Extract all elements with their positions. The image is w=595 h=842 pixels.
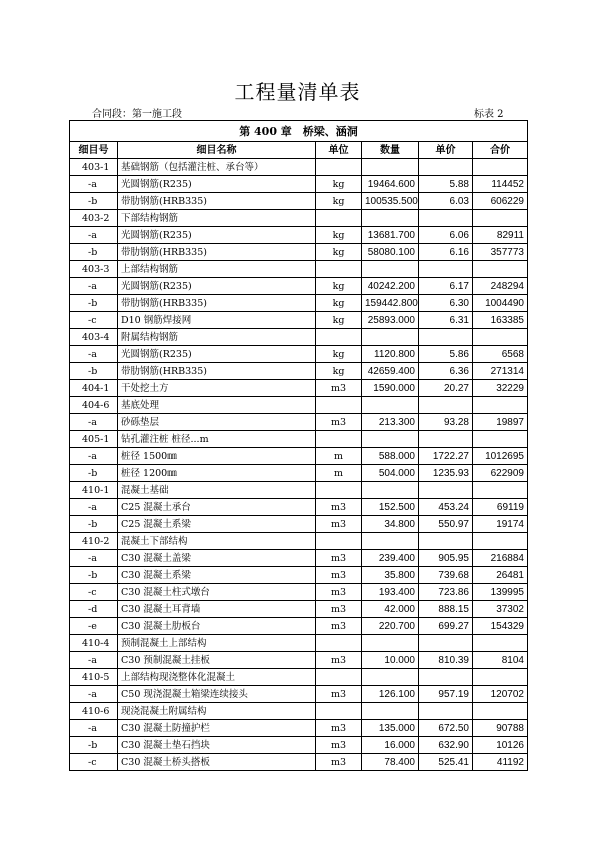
item-unit-price <box>419 397 473 414</box>
item-total-price <box>473 533 528 550</box>
header-total-price: 合价 <box>473 142 528 159</box>
table-row <box>70 431 528 448</box>
item-name: 光圆钢筋(R235) <box>118 227 316 244</box>
table-row <box>70 703 528 720</box>
item-quantity: 10.000 <box>362 652 419 669</box>
item-unit-price <box>419 431 473 448</box>
item-quantity <box>362 533 419 550</box>
table-row <box>70 686 528 703</box>
item-code: 410-2 <box>70 533 118 550</box>
item-code: -a <box>70 686 118 703</box>
item-total-price: 19174 <box>473 516 528 533</box>
item-total-price: 8104 <box>473 652 528 669</box>
item-name: C30 混凝土垫石挡块 <box>118 737 316 754</box>
item-unit: m3 <box>316 499 362 516</box>
item-total-price: 216884 <box>473 550 528 567</box>
item-quantity: 588.000 <box>362 448 419 465</box>
header-unit: 单位 <box>316 142 362 159</box>
table-row <box>70 346 528 363</box>
item-unit: m3 <box>316 652 362 669</box>
item-quantity <box>362 635 419 652</box>
item-unit-price: 550.97 <box>419 516 473 533</box>
item-name: 混凝土下部结构 <box>118 533 316 550</box>
item-name: 钻孔灌注桩 桩径...m <box>118 431 316 448</box>
item-name: C25 混凝土系梁 <box>118 516 316 533</box>
item-code: -a <box>70 550 118 567</box>
item-name: 光圆钢筋(R235) <box>118 346 316 363</box>
item-quantity <box>362 397 419 414</box>
item-name: 上部结构钢筋 <box>118 261 316 278</box>
item-unit <box>316 159 362 176</box>
item-quantity: 1120.800 <box>362 346 419 363</box>
item-quantity: 152.500 <box>362 499 419 516</box>
item-code: 404-6 <box>70 397 118 414</box>
table-row <box>70 499 528 516</box>
item-unit: m3 <box>316 584 362 601</box>
table-row <box>70 312 528 329</box>
item-unit: kg <box>316 176 362 193</box>
item-unit-price: 888.15 <box>419 601 473 618</box>
item-name: C30 预制混凝土挂板 <box>118 652 316 669</box>
item-quantity <box>362 431 419 448</box>
item-total-price: 622909 <box>473 465 528 482</box>
table-row <box>70 737 528 754</box>
item-quantity <box>362 329 419 346</box>
item-unit: m3 <box>316 380 362 397</box>
item-total-price <box>473 431 528 448</box>
item-name: 基础钢筋（包括灌注桩、承台等） <box>118 159 316 176</box>
item-total-price: 6568 <box>473 346 528 363</box>
item-name: C30 混凝土盖梁 <box>118 550 316 567</box>
item-unit <box>316 329 362 346</box>
item-code: -a <box>70 720 118 737</box>
item-unit-price <box>419 533 473 550</box>
item-unit <box>316 482 362 499</box>
table-row <box>70 193 528 210</box>
table-row <box>70 669 528 686</box>
item-quantity: 213.300 <box>362 414 419 431</box>
item-unit: m3 <box>316 720 362 737</box>
item-name: C50 现浇混凝土箱梁连续接头 <box>118 686 316 703</box>
item-unit-price: 525.41 <box>419 754 473 771</box>
table-row <box>70 584 528 601</box>
item-total-price <box>473 329 528 346</box>
item-code: 404-1 <box>70 380 118 397</box>
item-quantity: 159442.800 <box>362 295 419 312</box>
item-name: C30 混凝土柱式墩台 <box>118 584 316 601</box>
item-name: 干处挖土方 <box>118 380 316 397</box>
item-unit-price: 6.16 <box>419 244 473 261</box>
table-row <box>70 567 528 584</box>
item-unit: kg <box>316 312 362 329</box>
item-total-price <box>473 703 528 720</box>
item-name: C25 混凝土承台 <box>118 499 316 516</box>
item-unit-price: 699.27 <box>419 618 473 635</box>
item-name: 带肋钢筋(HRB335) <box>118 363 316 380</box>
table-row <box>70 618 528 635</box>
item-total-price: 139995 <box>473 584 528 601</box>
item-total-price: 32229 <box>473 380 528 397</box>
item-name: 预制混凝土上部结构 <box>118 635 316 652</box>
item-total-price: 37302 <box>473 601 528 618</box>
item-quantity: 16.000 <box>362 737 419 754</box>
item-unit: kg <box>316 227 362 244</box>
contract-section-label: 合同段：第一施工段 <box>92 109 182 120</box>
item-total-price <box>473 669 528 686</box>
item-quantity: 42659.400 <box>362 363 419 380</box>
item-total-price: 120702 <box>473 686 528 703</box>
item-code: -a <box>70 448 118 465</box>
item-quantity <box>362 261 419 278</box>
item-unit-price: 20.27 <box>419 380 473 397</box>
item-code: 405-1 <box>70 431 118 448</box>
item-unit-price <box>419 329 473 346</box>
item-total-price: 163385 <box>473 312 528 329</box>
item-total-price <box>473 482 528 499</box>
item-unit-price: 739.68 <box>419 567 473 584</box>
item-quantity: 34.800 <box>362 516 419 533</box>
item-unit: m3 <box>316 550 362 567</box>
item-total-price: 69119 <box>473 499 528 516</box>
item-unit <box>316 635 362 652</box>
item-unit: m3 <box>316 754 362 771</box>
item-unit: m3 <box>316 618 362 635</box>
item-name: 基底处理 <box>118 397 316 414</box>
item-quantity: 19464.600 <box>362 176 419 193</box>
item-unit: kg <box>316 346 362 363</box>
item-unit-price: 6.36 <box>419 363 473 380</box>
item-unit: m3 <box>316 686 362 703</box>
item-code: -b <box>70 737 118 754</box>
item-name: 带肋钢筋(HRB335) <box>118 295 316 312</box>
item-code: -d <box>70 601 118 618</box>
item-quantity: 193.400 <box>362 584 419 601</box>
item-unit-price: 6.06 <box>419 227 473 244</box>
item-name: 带肋钢筋(HRB335) <box>118 193 316 210</box>
item-name: 砂砾垫层 <box>118 414 316 431</box>
item-unit <box>316 431 362 448</box>
item-unit: kg <box>316 295 362 312</box>
page-title: 工程量清单表 <box>234 80 361 104</box>
item-unit-price: 957.19 <box>419 686 473 703</box>
item-name: 混凝土基础 <box>118 482 316 499</box>
table-number-label: 标表 2 <box>474 109 504 120</box>
item-quantity <box>362 669 419 686</box>
item-unit-price <box>419 635 473 652</box>
item-unit: m3 <box>316 737 362 754</box>
item-name: D10 钢筋焊接网 <box>118 312 316 329</box>
item-unit-price: 632.90 <box>419 737 473 754</box>
item-total-price: 19897 <box>473 414 528 431</box>
table-row <box>70 261 528 278</box>
item-unit-price: 1722.27 <box>419 448 473 465</box>
table-row <box>70 601 528 618</box>
item-unit: m <box>316 448 362 465</box>
item-code: -b <box>70 193 118 210</box>
item-code: 403-2 <box>70 210 118 227</box>
item-unit: m3 <box>316 567 362 584</box>
item-code: -c <box>70 584 118 601</box>
item-total-price <box>473 397 528 414</box>
item-name: 上部结构现浇整体化混凝土 <box>118 669 316 686</box>
item-quantity <box>362 482 419 499</box>
table-row <box>70 210 528 227</box>
item-total-price: 82911 <box>473 227 528 244</box>
item-code: -b <box>70 516 118 533</box>
item-unit <box>316 703 362 720</box>
item-quantity: 504.000 <box>362 465 419 482</box>
item-unit-price: 723.86 <box>419 584 473 601</box>
item-quantity: 220.700 <box>362 618 419 635</box>
item-quantity: 239.400 <box>362 550 419 567</box>
item-unit-price: 6.03 <box>419 193 473 210</box>
item-unit-price: 6.17 <box>419 278 473 295</box>
table-header-row <box>70 142 528 159</box>
item-unit-price: 905.95 <box>419 550 473 567</box>
item-total-price: 90788 <box>473 720 528 737</box>
item-unit: kg <box>316 363 362 380</box>
item-code: -a <box>70 499 118 516</box>
item-total-price: 154329 <box>473 618 528 635</box>
item-code: -b <box>70 567 118 584</box>
item-unit <box>316 261 362 278</box>
item-quantity: 100535.500 <box>362 193 419 210</box>
table-row <box>70 380 528 397</box>
table-row <box>70 363 528 380</box>
item-name: C30 混凝土肋板台 <box>118 618 316 635</box>
item-quantity: 35.800 <box>362 567 419 584</box>
item-total-price: 248294 <box>473 278 528 295</box>
item-unit-price <box>419 703 473 720</box>
item-total-price: 606229 <box>473 193 528 210</box>
item-name: 现浇混凝土附属结构 <box>118 703 316 720</box>
item-name: 带肋钢筋(HRB335) <box>118 244 316 261</box>
item-total-price <box>473 159 528 176</box>
item-unit-price: 6.31 <box>419 312 473 329</box>
item-total-price: 26481 <box>473 567 528 584</box>
item-unit <box>316 397 362 414</box>
item-unit <box>316 533 362 550</box>
item-quantity <box>362 703 419 720</box>
table-row <box>70 227 528 244</box>
item-unit-price: 453.24 <box>419 499 473 516</box>
item-quantity: 58080.100 <box>362 244 419 261</box>
item-quantity: 126.100 <box>362 686 419 703</box>
item-unit-price: 6.30 <box>419 295 473 312</box>
item-name: 桩径 1200㎜ <box>118 465 316 482</box>
table-row <box>70 482 528 499</box>
item-unit: m3 <box>316 601 362 618</box>
item-total-price: 1012695 <box>473 448 528 465</box>
item-name: 光圆钢筋(R235) <box>118 278 316 295</box>
item-unit: kg <box>316 193 362 210</box>
header-item-name: 细目名称 <box>118 142 316 159</box>
table-row <box>70 533 528 550</box>
item-code: -b <box>70 295 118 312</box>
item-unit-price <box>419 159 473 176</box>
item-code: -c <box>70 312 118 329</box>
item-total-price: 10126 <box>473 737 528 754</box>
item-unit-price <box>419 261 473 278</box>
item-unit: m3 <box>316 414 362 431</box>
item-unit-price <box>419 482 473 499</box>
table-row <box>70 448 528 465</box>
item-total-price: 357773 <box>473 244 528 261</box>
item-name: C30 混凝土防撞护栏 <box>118 720 316 737</box>
item-unit-price <box>419 210 473 227</box>
item-unit-price: 5.86 <box>419 346 473 363</box>
item-code: 410-1 <box>70 482 118 499</box>
item-code: 410-4 <box>70 635 118 652</box>
item-quantity: 78.400 <box>362 754 419 771</box>
item-code: -e <box>70 618 118 635</box>
item-total-price: 41192 <box>473 754 528 771</box>
item-code: 403-1 <box>70 159 118 176</box>
table-row <box>70 244 528 261</box>
item-unit-price: 5.88 <box>419 176 473 193</box>
table-row <box>70 295 528 312</box>
item-unit-price: 93.28 <box>419 414 473 431</box>
item-code: -a <box>70 176 118 193</box>
item-unit <box>316 669 362 686</box>
item-code: -a <box>70 414 118 431</box>
table-row <box>70 550 528 567</box>
item-unit <box>316 210 362 227</box>
item-quantity: 40242.200 <box>362 278 419 295</box>
chapter-title: 第 400 章 桥梁、涵洞 <box>70 121 528 142</box>
item-quantity: 25893.000 <box>362 312 419 329</box>
item-code: -a <box>70 278 118 295</box>
item-name: 桩径 1500㎜ <box>118 448 316 465</box>
item-unit-price <box>419 669 473 686</box>
item-code: 410-6 <box>70 703 118 720</box>
item-unit: m3 <box>316 516 362 533</box>
item-name: 下部结构钢筋 <box>118 210 316 227</box>
table-row <box>70 329 528 346</box>
table-row <box>70 516 528 533</box>
item-unit-price: 810.39 <box>419 652 473 669</box>
item-quantity: 135.000 <box>362 720 419 737</box>
item-total-price <box>473 210 528 227</box>
table-row <box>70 720 528 737</box>
table-row <box>70 754 528 771</box>
table-row <box>70 176 528 193</box>
item-total-price: 1004490 <box>473 295 528 312</box>
item-quantity: 1590.000 <box>362 380 419 397</box>
item-code: -a <box>70 652 118 669</box>
table-row <box>70 159 528 176</box>
item-code: -a <box>70 227 118 244</box>
chapter-row <box>70 121 528 142</box>
item-unit-price: 1235.93 <box>419 465 473 482</box>
bill-of-quantities-table <box>69 120 528 771</box>
item-code: -b <box>70 465 118 482</box>
item-total-price: 271314 <box>473 363 528 380</box>
item-name: 光圆钢筋(R235) <box>118 176 316 193</box>
item-name: 附属结构钢筋 <box>118 329 316 346</box>
table-row <box>70 414 528 431</box>
item-unit: kg <box>316 244 362 261</box>
item-code: 410-5 <box>70 669 118 686</box>
item-name: C30 混凝土桥头搭板 <box>118 754 316 771</box>
item-quantity: 13681.700 <box>362 227 419 244</box>
item-quantity: 42.000 <box>362 601 419 618</box>
item-unit-price: 672.50 <box>419 720 473 737</box>
item-code: 403-4 <box>70 329 118 346</box>
item-code: -a <box>70 346 118 363</box>
item-name: C30 混凝土耳背墙 <box>118 601 316 618</box>
table-row <box>70 397 528 414</box>
item-total-price: 114452 <box>473 176 528 193</box>
header-unit-price: 单价 <box>419 142 473 159</box>
item-total-price <box>473 635 528 652</box>
header-item-code: 细目号 <box>70 142 118 159</box>
item-unit: m <box>316 465 362 482</box>
table-row <box>70 465 528 482</box>
item-code: -b <box>70 244 118 261</box>
item-code: -c <box>70 754 118 771</box>
item-name: C30 混凝土系梁 <box>118 567 316 584</box>
table-row <box>70 278 528 295</box>
header-quantity: 数量 <box>362 142 419 159</box>
item-quantity <box>362 210 419 227</box>
table-row <box>70 635 528 652</box>
item-unit: kg <box>316 278 362 295</box>
item-quantity <box>362 159 419 176</box>
item-code: 403-3 <box>70 261 118 278</box>
item-code: -b <box>70 363 118 380</box>
table-row <box>70 652 528 669</box>
item-total-price <box>473 261 528 278</box>
